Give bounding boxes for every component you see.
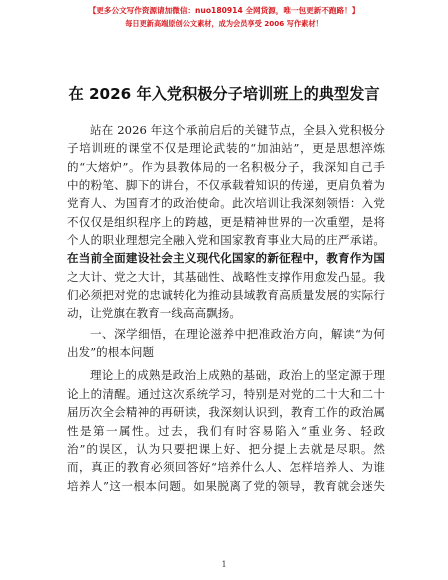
text-line: 性是第一属性。过去，我们有时容易陷入“重业务、轻政 <box>67 423 385 438</box>
text-line: 站在 2026 年这个承前启后的关键节点，全县入党积极分 <box>90 123 385 137</box>
heading-line: 一、深学细悟，在理论滋养中把准政治方向，解读“为何 <box>90 326 385 341</box>
text-line: 而，真正的教育必须回答好“培养什么人、怎样培养人、为谁 <box>67 460 385 475</box>
page-number: 1 <box>221 560 227 569</box>
promo-banner-line-2: 每日更新高端原创公文素材，成为会员享受 2006 写作素材！ <box>125 19 323 28</box>
text-line: 届历次全会精神的再研读，我深刻认识到，教育工作的政治属 <box>67 405 385 420</box>
document-body <box>67 121 385 495</box>
text-line: 子培训班的课堂不仅是理论武装的“加油站”，更是思想淬炼 <box>67 141 385 156</box>
text-line: 不仅仅是组织程序上的跨越，更是精神世界的一次重塑，是将 <box>67 214 385 229</box>
text-line: 培养人”这一根本问题。如果脱离了党的领导，教育就会迷失 <box>67 478 385 493</box>
text-line: 之大计、党之大计，其基础性、战略性支撑作用愈发凸显。我 <box>67 269 385 284</box>
text-line: 个人的职业理想完全融入党和国家教育事业大局的庄严承诺。 <box>67 233 385 248</box>
paragraph-theory <box>67 366 385 494</box>
text-line: 党育人、为国育才的政治使命。此次培训让我深刻领悟：入党 <box>67 196 385 211</box>
text-line: 理论上的成熟是政治上成熟的基础，政治上的坚定源于理 <box>90 368 385 383</box>
section-heading-1 <box>67 325 385 362</box>
heading-line: 出发”的根本问题 <box>67 345 155 360</box>
text-line: 治”的误区，认为只要把课上好、把分提上去就是尽职。然 <box>67 441 385 456</box>
text-line: 论上的清醒。通过这次系统学习，特别是对党的二十大和二十 <box>67 386 385 401</box>
promo-banner-line-1: 【更多公文写作资源请加微信：nuo180914 全网货源，唯一包更新不跑路！】 <box>88 6 360 15</box>
text-line: 们必须把对党的忠诚转化为推动县域教育高质量发展的实际行 <box>67 288 385 303</box>
paragraph-intro <box>67 121 385 249</box>
text-line: 的“大熔炉”。作为县教体局的一名积极分子，我深知自己手 <box>67 159 385 174</box>
text-line: 中的粉笔、脚下的讲台，不仅承载着知识的传递，更肩负着为 <box>67 178 385 193</box>
text-line-bold: 在当前全面建设社会主义现代化国家的新征程中，教育作为国 <box>67 251 385 266</box>
promo-banner <box>0 4 448 30</box>
paragraph-context <box>67 249 385 322</box>
text-line: 动，让党旗在教育一线高高飘扬。 <box>67 306 241 321</box>
document-title: 在 2026 年入党积极分子培训班上的典型发言 <box>68 85 380 103</box>
